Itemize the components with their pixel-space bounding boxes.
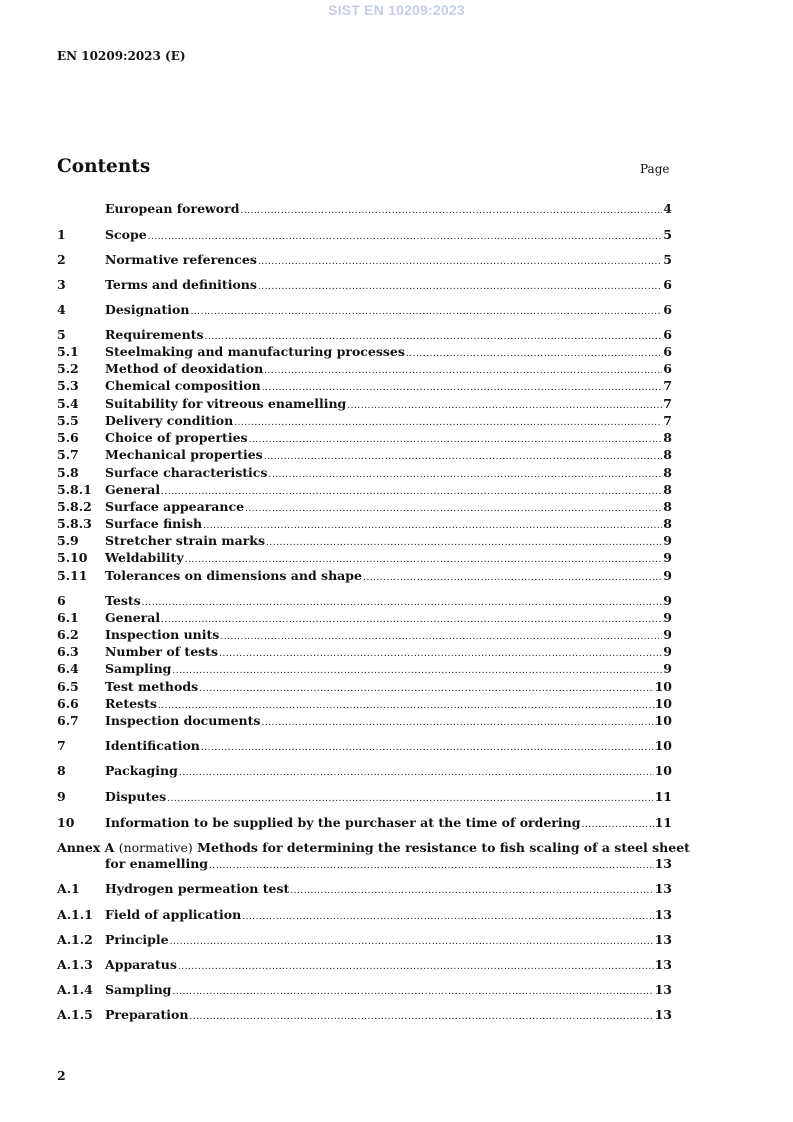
toc-entry[interactable] [57,932,672,948]
toc-entry-number: 6.6 [57,696,79,711]
toc-entry-title: Terms and definitions [105,277,257,292]
document-id: EN 10209:2023 (E) [57,49,186,63]
toc-entry-page: 13 [654,932,672,947]
toc-entry[interactable] [57,610,672,626]
toc-entry-page: 11 [654,789,672,804]
annex-qualifier: (normative) [118,840,193,855]
toc-entry-title: Disputes [105,789,167,804]
toc-entry[interactable] [57,327,672,343]
toc-entry-number: 6.7 [57,713,79,728]
toc-entry-title: Preparation [105,1007,189,1022]
toc-entry-title: Field of application [105,907,242,922]
toc-entry-number: 5.8 [57,465,79,480]
toc-entry-title: Surface characteristics [105,465,268,480]
dot-leader [161,612,662,628]
dot-leader [220,629,662,645]
toc-entry-title: Steelmaking and manufacturing processes [105,344,405,359]
dot-leader [261,715,653,731]
toc-entry-page: 10 [654,696,672,711]
toc-entry-title: European foreword [105,201,240,216]
toc-entry-number: 4 [57,302,66,317]
toc-entry[interactable] [57,679,672,695]
dot-leader [264,363,662,379]
dot-leader [262,380,663,396]
toc-entry[interactable] [57,252,672,268]
toc-entry-page: 8 [663,430,672,445]
dot-leader [178,959,654,975]
dot-leader [240,203,662,219]
toc-entry-title: Method of deoxidation [105,361,264,376]
toc-entry-page: 13 [654,1007,672,1022]
toc-entry-title: Retests [105,696,157,711]
toc-entry-page: 10 [654,738,672,753]
toc-entry-number: 5.2 [57,361,79,376]
toc-entry[interactable] [57,815,672,831]
toc-entry-page: 9 [663,550,672,565]
toc-entry-title: Packaging [105,763,178,778]
toc-entry-number: 5.8.3 [57,516,92,531]
toc-entry[interactable] [57,277,672,293]
dot-leader [234,415,662,431]
toc-entry-number: 5 [57,327,66,342]
toc-entry-title: Surface finish [105,516,203,531]
toc-entry-title: Inspection documents [105,713,261,728]
toc-entry[interactable] [57,568,672,584]
toc-entry-title: Principle [105,932,169,947]
toc-entry-number: 8 [57,763,66,778]
toc-entry-title: Tolerances on dimensions and shape [105,568,362,583]
toc-entry-number: 5.10 [57,550,88,565]
dot-leader [167,791,653,807]
toc-entry[interactable] [57,738,672,754]
toc-entry-title: Chemical composition [105,378,261,393]
toc-entry-title: General [105,482,161,497]
toc-entry-title: Sampling [105,982,172,997]
toc-entry[interactable] [57,361,672,377]
toc-entry-page: 9 [663,593,672,608]
toc-entry-page: 8 [663,465,672,480]
dot-leader [205,329,663,345]
toc-entry-title: Apparatus [105,957,177,972]
toc-entry[interactable] [57,627,672,643]
dot-leader [185,552,663,568]
toc-entry[interactable] [57,644,672,660]
toc-entry-title: Number of tests [105,644,219,659]
toc-entry-number: 5.8.1 [57,482,92,497]
toc-entry-number: 5.4 [57,396,79,411]
toc-entry-page: 5 [663,252,672,267]
toc-entry-number: 10 [57,815,75,830]
dot-leader [158,698,654,714]
toc-entry-number: A.1.2 [57,932,93,947]
dot-leader [406,346,662,362]
toc-entry-number: A.1 [57,881,80,896]
toc-entry[interactable] [57,378,672,394]
dot-leader [161,484,662,500]
toc-entry-title: Surface appearance [105,499,245,514]
toc-entry-number: 5.11 [57,568,88,583]
toc-entry-page: 11 [654,815,672,830]
toc-entry-number: 6.1 [57,610,79,625]
annex-label: Annex A [57,840,115,855]
toc-entry-title: Suitability for vitreous enamelling [105,396,347,411]
dot-leader [258,279,662,295]
toc-entry[interactable] [57,482,672,498]
dot-leader [219,646,662,662]
toc-entry-number: 5.1 [57,344,79,359]
toc-entry-title: Test methods [105,679,199,694]
toc-entry-page: 13 [654,982,672,997]
dot-leader [189,1009,653,1025]
toc-entry-title: Stretcher strain marks [105,533,265,548]
toc-entry[interactable] [57,533,672,549]
toc-entry-title: Identification [105,738,200,753]
toc-entry-title: Normative references [105,252,257,267]
toc-entry-number: 6.2 [57,627,79,642]
toc-entry-number: 2 [57,252,66,267]
toc-entry-page: 9 [663,627,672,642]
contents-title: Contents [57,156,151,177]
toc-entry-title: Scope [105,227,147,242]
toc-entry-page: 8 [663,447,672,462]
annex-title-line2: for enamelling [105,856,209,871]
toc-entry[interactable] [57,661,672,677]
toc-entry-page: 13 [654,856,672,871]
dot-leader [172,984,653,1000]
dot-leader [249,432,663,448]
toc-entry[interactable] [57,227,672,243]
dot-leader [199,681,653,697]
toc-entry-title: Tests [105,593,141,608]
toc-entry[interactable] [57,881,672,897]
toc-entry[interactable] [57,763,672,779]
toc-entry-page: 8 [663,499,672,514]
dot-leader [258,254,662,270]
toc-entry[interactable] [57,957,672,973]
toc-entry-number: 9 [57,789,66,804]
toc-entry-page: 13 [654,907,672,922]
toc-entry[interactable] [57,344,672,360]
toc-entry-page: 6 [663,344,672,359]
toc-entry[interactable] [57,593,672,609]
toc-entry[interactable] [57,430,672,446]
toc-entry[interactable] [57,465,672,481]
dot-leader [290,883,653,899]
toc-entry-page: 10 [654,679,672,694]
toc-entry[interactable] [57,413,672,429]
toc-entry-number: 5.6 [57,430,79,445]
toc-entry-page: 10 [654,763,672,778]
toc-entry-title: Hydrogen permeation test [105,881,290,896]
toc-entry[interactable] [57,713,672,729]
toc-entry-title: Information to be supplied by the purchaser at the time of ordering [105,815,581,830]
toc-entry-number: A.1.1 [57,907,93,922]
toc-entry[interactable] [57,201,672,217]
toc-entry-number: 6.4 [57,661,79,676]
toc-entry-number: A.1.3 [57,957,93,972]
dot-leader [245,501,662,517]
toc-entry-page: 9 [663,610,672,625]
toc-entry-title: Choice of properties [105,430,248,445]
toc-entry[interactable] [57,396,672,412]
toc-entry-page: 6 [663,302,672,317]
toc-entry[interactable] [57,789,672,805]
toc-entry[interactable] [57,516,672,532]
toc-entry[interactable] [57,447,672,463]
annex-heading-line [57,840,690,856]
toc-entry-number: 7 [57,738,66,753]
dot-leader [266,535,662,551]
toc-entry-page: 8 [663,482,672,497]
page-number: 2 [57,1068,66,1083]
toc-entry-title: Sampling [105,661,172,676]
toc-entry-number: 6 [57,593,66,608]
toc-entry-number: 3 [57,277,66,292]
toc-entry-title: General [105,610,161,625]
toc-entry-number: 6.3 [57,644,79,659]
dot-leader [201,740,654,756]
page-column-label: Page [640,162,670,176]
toc-entry-number: 5.9 [57,533,79,548]
toc-entry-number: A.1.5 [57,1007,93,1022]
toc-entry-number: 6.5 [57,679,79,694]
toc-entry-number: 5.7 [57,447,79,462]
toc-entry-number: 1 [57,227,66,242]
toc-entry-page: 6 [663,327,672,342]
dot-leader [172,663,662,679]
toc-entry-number: 5.3 [57,378,79,393]
dot-leader [242,909,653,925]
toc-entry-page: 8 [663,516,672,531]
watermark: SIST EN 10209:2023 [328,2,465,18]
annex-title-line1: Methods for determining the resistance to fish scaling of a steel sheet [197,840,690,855]
dot-leader [264,449,663,465]
toc-entry-title: Weldability [105,550,184,565]
toc-entry-page: 7 [663,396,672,411]
dot-leader [179,765,654,781]
toc-entry-number: A.1.4 [57,982,93,997]
toc-entry-page: 4 [663,201,672,216]
toc-entry-number: 5.5 [57,413,79,428]
toc-entry-title: Mechanical properties [105,447,263,462]
dot-leader [363,570,662,586]
toc-entry-page: 13 [654,957,672,972]
toc-entry-page: 9 [663,533,672,548]
toc-entry[interactable] [57,907,672,923]
toc-entry[interactable] [57,696,672,712]
toc-entry-number: 5.8.2 [57,499,92,514]
toc-entry-page: 13 [654,881,672,896]
toc-entry[interactable] [57,1007,672,1023]
dot-leader [347,398,662,414]
toc-entry-title: Designation [105,302,190,317]
toc-entry-page: 6 [663,277,672,292]
toc-entry[interactable] [57,982,672,998]
toc-entry[interactable] [57,550,672,566]
toc-entry-title: Delivery condition [105,413,234,428]
dot-leader [190,304,662,320]
toc-entry-page: 5 [663,227,672,242]
toc-entry-title: Requirements [105,327,204,342]
toc-entry-page: 7 [663,413,672,428]
dot-leader [209,858,654,874]
toc-entry-page: 6 [663,361,672,376]
dot-leader [170,934,654,950]
annex-heading-continuation [57,856,672,874]
dot-leader [268,467,662,483]
toc-entry[interactable] [57,499,672,515]
dot-leader [581,817,653,833]
dot-leader [142,595,663,611]
toc-entry-page: 9 [663,661,672,676]
dot-leader [203,518,662,534]
toc-entry[interactable] [57,302,672,318]
toc-annex-entry[interactable] [57,840,690,874]
toc-entry-page: 7 [663,378,672,393]
toc-entry-page: 9 [663,644,672,659]
dot-leader [148,229,663,245]
toc-entry-page: 10 [654,713,672,728]
toc-entry-page: 9 [663,568,672,583]
toc-entry-title: Inspection units [105,627,220,642]
